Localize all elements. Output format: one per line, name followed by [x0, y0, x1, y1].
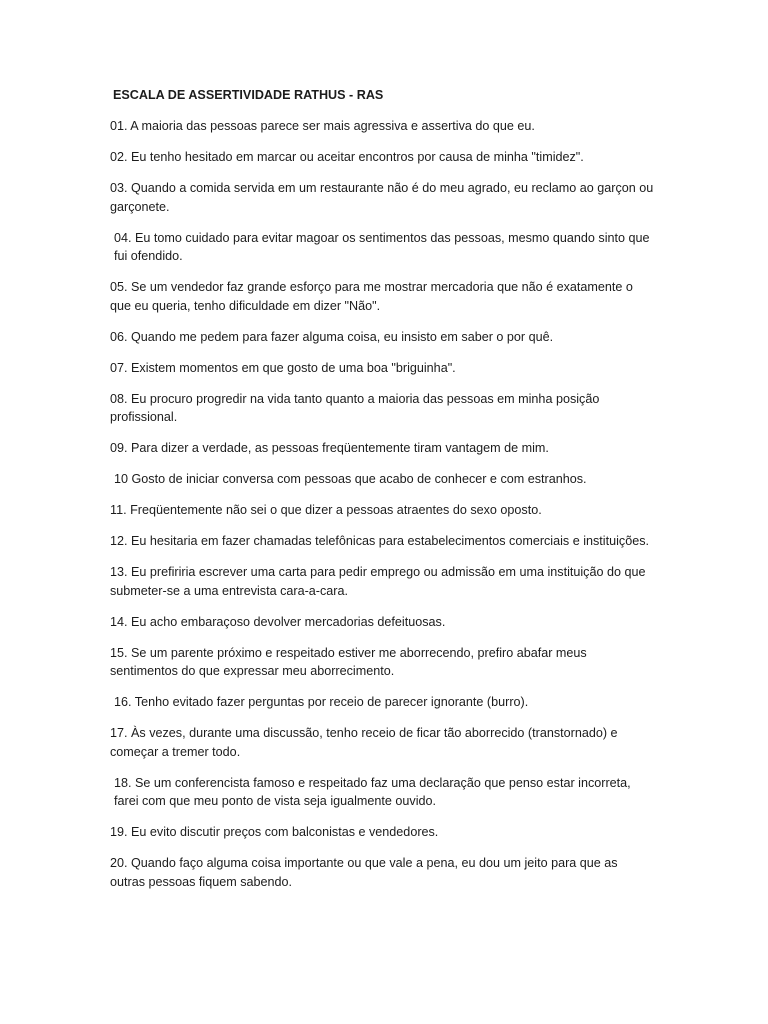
list-item: 17. Às vezes, durante uma discussão, tenho receio de ficar tão aborrecido (transtornado) e começar a tremer todo. [110, 726, 618, 759]
list-item: 02. Eu tenho hesitado em marcar ou aceitar encontros por causa de minha "timidez". [110, 150, 584, 164]
list-item: 13. Eu prefiriria escrever uma carta para pedir emprego ou admissão em uma instituição do que submeter-se a uma entrevista cara-a-cara. [110, 565, 646, 598]
list-item: 14. Eu acho embaraçoso devolver mercadorias defeituosas. [110, 614, 446, 629]
document-title: ESCALA DE ASSERTIVIDADE RATHUS - RAS [113, 88, 384, 102]
list-item: 16. Tenho evitado fazer perguntas por receio de parecer ignorante (burro). [114, 695, 529, 709]
list-item: 07. Existem momentos em que gosto de uma boa "briguinha". [110, 360, 456, 375]
list-item: 08. Eu procuro progredir na vida tanto quanto a maioria das pessoas em minha posição profissional. [110, 391, 600, 424]
list-item: 06. Quando me pedem para fazer alguma coisa, eu insisto em saber o por quê. [110, 329, 554, 344]
list-item: 15. Se um parente próximo e respeitado estiver me aborrecendo, prefiro abafar meus sentimentos do que expressar meu aborrecimento. [110, 645, 587, 678]
list-item: 09. Para dizer a verdade, as pessoas freqüentemente tiram vantagem de mim. [110, 441, 549, 455]
list-item: 20. Quando faço alguma coisa importante ou que vale a pena, eu dou um jeito para que as outras pessoas fiquem sabendo. [110, 856, 618, 889]
list-item: 01. A maioria das pessoas parece ser mais agressiva e assertiva do que eu. [110, 119, 535, 133]
list-item: 10 Gosto de iniciar conversa com pessoas que acabo de conhecer e com estranhos. [114, 472, 587, 486]
list-item: 12. Eu hesitaria em fazer chamadas telefônicas para estabelecimentos comerciais e instituições. [110, 534, 650, 548]
list-item: 11. Freqüentemente não sei o que dizer a pessoas atraentes do sexo oposto. [110, 503, 542, 517]
list-item: 18. Se um conferencista famoso e respeitado faz uma declaração que penso estar incorreta, farei com que meu ponto de vista seja igualmente ouvido. [114, 775, 631, 808]
document-body [110, 86, 655, 904]
list-item: 19. Eu evito discutir preços com balconistas e vendedores. [110, 825, 439, 839]
list-item: 05. Se um vendedor faz grande esforço para me mostrar mercadoria que não é exatamente o que eu queria, tenho dificuldade em dizer "Não". [110, 280, 633, 313]
list-item: 03. Quando a comida servida em um restaurante não é do meu agrado, eu reclamo ao garçon ou garçonete. [110, 181, 654, 214]
list-item: 04. Eu tomo cuidado para evitar magoar os sentimentos das pessoas, mesmo quando sinto que fui ofendido. [114, 230, 650, 263]
